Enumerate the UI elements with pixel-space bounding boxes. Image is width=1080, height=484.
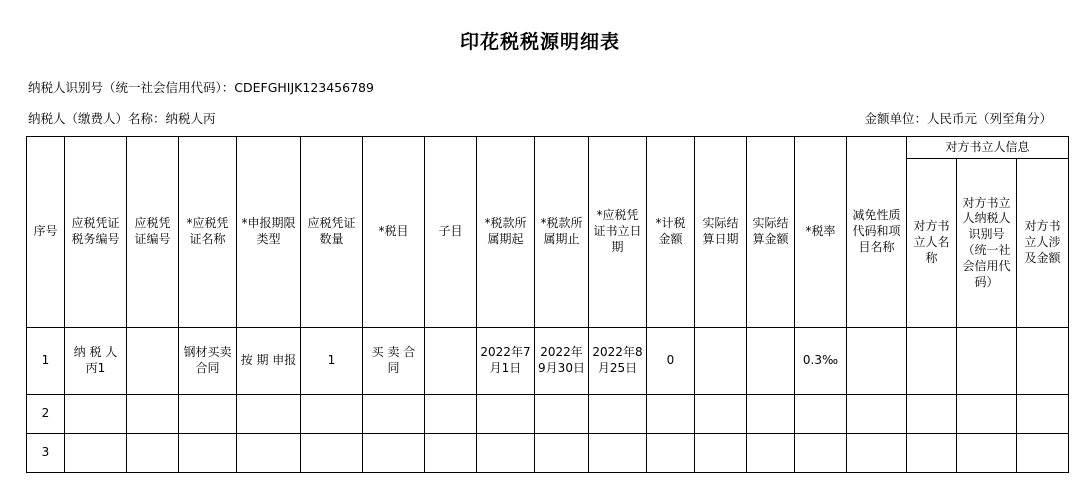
cell-settle-date — [695, 395, 747, 434]
col-header-taxable-amount: *计税金额 — [647, 137, 695, 328]
col-header-voucher-write-date: *应税凭证书立日期 — [589, 137, 647, 328]
cell-party-tax-id — [957, 328, 1017, 395]
cell-declare-period-type: 按 期 申报 — [237, 328, 301, 395]
col-header-tax-rate: *税率 — [795, 137, 847, 328]
table-row — [27, 434, 1069, 473]
col-header-tax-item: *税目 — [363, 137, 425, 328]
cell-voucher-write-date: 2022年8月25日 — [589, 328, 647, 395]
cell-party-name — [907, 434, 957, 473]
col-header-voucher-tax-no: 应税凭证税务编号 — [65, 137, 127, 328]
cell-seq: 2 — [27, 395, 65, 434]
taxpayer-name-line — [0, 111, 1080, 126]
amount-unit-note: 金额单位：人民币元（列至角分） — [864, 111, 1052, 126]
cell-taxable-amount — [647, 395, 695, 434]
cell-declare-period-type — [237, 434, 301, 473]
cell-seq: 3 — [27, 434, 65, 473]
cell-party-name — [907, 395, 957, 434]
cell-party-tax-id — [957, 395, 1017, 434]
cell-voucher-write-date — [589, 395, 647, 434]
col-header-seq: 序号 — [27, 137, 65, 328]
cell-tax-rate — [795, 395, 847, 434]
col-header-voucher-no: 应税凭证编号 — [127, 137, 179, 328]
taxpayer-name-label: 纳税人（缴费人）名称： — [28, 111, 166, 126]
col-header-tax-period-from: *税款所属期起 — [477, 137, 535, 328]
cell-voucher-qty — [301, 395, 363, 434]
cell-seq: 1 — [27, 328, 65, 395]
cell-tax-period-to: 2022年9月30日 — [535, 328, 589, 395]
cell-voucher-no — [127, 395, 179, 434]
cell-party-amount — [1017, 328, 1069, 395]
col-header-party-tax-id: 对方书立人纳税人识别号（统一社会信用代码） — [957, 159, 1017, 328]
cell-party-amount — [1017, 395, 1069, 434]
taxpayer-name-value: 纳税人丙 — [165, 111, 216, 126]
cell-settle-date — [695, 328, 747, 395]
col-header-declare-period-type: *申报期限类型 — [237, 137, 301, 328]
cell-reduction-code-name — [847, 434, 907, 473]
cell-voucher-tax-no: 纳 税 人丙1 — [65, 328, 127, 395]
col-header-settle-date: 实际结算日期 — [695, 137, 747, 328]
cell-tax-period-to — [535, 434, 589, 473]
cell-tax-rate: 0.3‰ — [795, 328, 847, 395]
cell-party-name — [907, 328, 957, 395]
cell-tax-item — [363, 434, 425, 473]
taxpayer-id-label: 纳税人识别号（统一社会信用代码）： — [28, 80, 235, 95]
cell-sub-item — [425, 328, 477, 395]
cell-voucher-name — [179, 395, 237, 434]
cell-reduction-code-name — [847, 328, 907, 395]
cell-reduction-code-name — [847, 395, 907, 434]
cell-party-amount — [1017, 434, 1069, 473]
table-row — [27, 395, 1069, 434]
cell-settle-date — [695, 434, 747, 473]
document-page — [0, 27, 1080, 484]
cell-tax-period-to — [535, 395, 589, 434]
col-header-voucher-name: *应税凭证名称 — [179, 137, 237, 328]
cell-voucher-name — [179, 434, 237, 473]
cell-tax-period-from — [477, 434, 535, 473]
cell-voucher-no — [127, 328, 179, 395]
col-header-settle-amount: 实际结算金额 — [747, 137, 795, 328]
col-header-party-group: 对方书立人信息 — [907, 137, 1069, 159]
cell-tax-period-from: 2022年7月1日 — [477, 328, 535, 395]
cell-voucher-qty: 1 — [301, 328, 363, 395]
col-header-party-amount: 对方书立人涉及金额 — [1017, 159, 1069, 328]
col-header-sub-item: 子目 — [425, 137, 477, 328]
cell-tax-rate — [795, 434, 847, 473]
cell-voucher-tax-no — [65, 434, 127, 473]
col-header-voucher-qty: 应税凭证数量 — [301, 137, 363, 328]
cell-taxable-amount — [647, 434, 695, 473]
col-header-reduction-code-name: 减免性质代码和项目名称 — [847, 137, 907, 328]
cell-voucher-tax-no — [65, 395, 127, 434]
cell-voucher-name: 钢材买卖合同 — [179, 328, 237, 395]
table-row — [27, 328, 1069, 395]
taxpayer-name-group — [28, 111, 216, 126]
col-header-tax-period-to: *税款所属期止 — [535, 137, 589, 328]
taxpayer-id-line — [0, 80, 1080, 95]
tax-source-detail-table — [26, 136, 1069, 473]
cell-settle-amount — [747, 434, 795, 473]
cell-sub-item — [425, 395, 477, 434]
col-header-party-name: 对方书立人名称 — [907, 159, 957, 328]
cell-taxable-amount: 0 — [647, 328, 695, 395]
cell-party-tax-id — [957, 434, 1017, 473]
cell-settle-amount — [747, 328, 795, 395]
page-title: 印花税税源明细表 — [459, 31, 620, 53]
cell-tax-item — [363, 395, 425, 434]
cell-declare-period-type — [237, 395, 301, 434]
cell-voucher-write-date — [589, 434, 647, 473]
cell-voucher-qty — [301, 434, 363, 473]
cell-sub-item — [425, 434, 477, 473]
cell-tax-item: 买 卖 合同 — [363, 328, 425, 395]
detail-table-wrap — [0, 136, 1080, 473]
taxpayer-id-value: CDEFGHIJK123456789 — [234, 80, 374, 95]
cell-settle-amount — [747, 395, 795, 434]
cell-tax-period-from — [477, 395, 535, 434]
cell-voucher-no — [127, 434, 179, 473]
table-header-group-row — [27, 137, 1069, 159]
